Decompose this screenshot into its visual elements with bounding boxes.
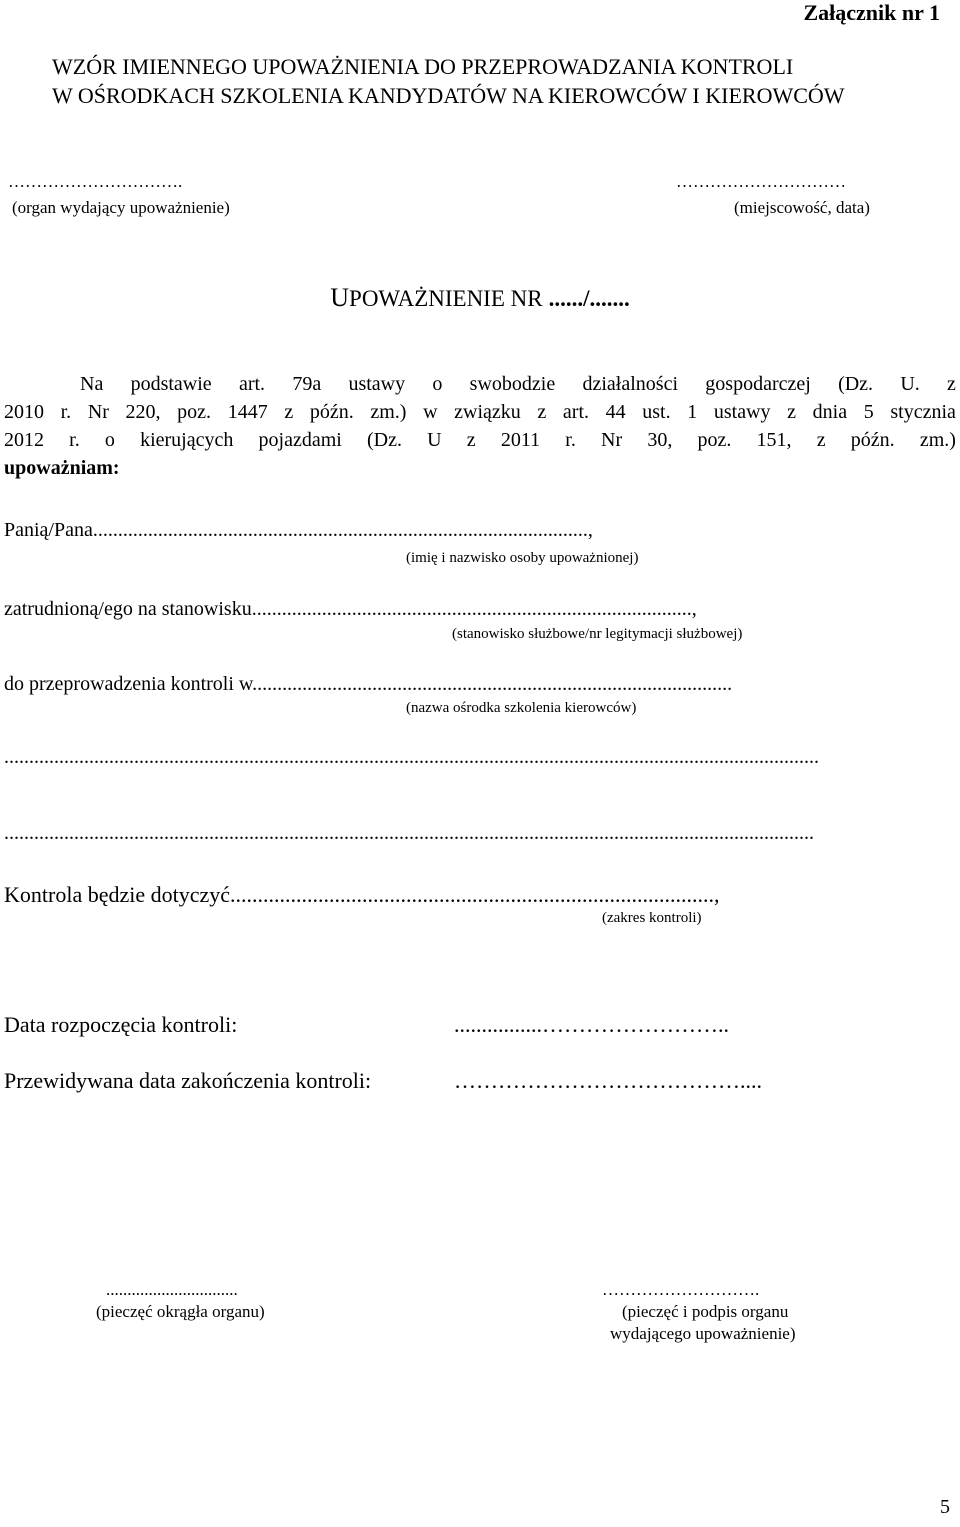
legal-basis-word: U. bbox=[900, 373, 920, 395]
legal-basis-paragraph bbox=[4, 370, 956, 482]
end-date-dots-main: ………………………………….. bbox=[454, 1068, 751, 1093]
legal-basis-word: o bbox=[432, 373, 443, 395]
legal-basis-word: o bbox=[104, 429, 115, 451]
legal-basis-word: r. bbox=[60, 401, 72, 423]
legal-basis-word: art. bbox=[562, 401, 590, 423]
legal-basis-word: zm.) bbox=[919, 429, 956, 451]
legal-basis-word: (Dz. bbox=[838, 373, 874, 395]
legal-basis-word: w bbox=[423, 401, 438, 423]
legal-basis-word: z bbox=[466, 429, 476, 451]
end-date-dots-tail: .. bbox=[751, 1068, 762, 1093]
legal-basis-word: 1 bbox=[687, 401, 698, 423]
legal-basis-word: związku bbox=[454, 401, 521, 423]
document-title-line2: W OŚRODKACH SZKOLENIA KANDYDATÓW NA KIEROWCÓW I KIEROWCÓW bbox=[52, 83, 845, 108]
continuation-line-2: .................................................................................................................................................................. bbox=[4, 822, 814, 844]
signature-caption-line1: (pieczęć i podpis organu bbox=[622, 1302, 789, 1321]
legal-basis-word: 2010 bbox=[4, 401, 44, 423]
legal-basis-word: 44 bbox=[605, 401, 626, 423]
round-seal-caption: (pieczęć okrągła organu) bbox=[96, 1302, 265, 1321]
legal-basis-word: 220, bbox=[125, 401, 161, 423]
person-label: Panią/Pana bbox=[4, 519, 93, 541]
legal-basis-word: późn. bbox=[309, 401, 354, 423]
training-center-dots: ................................................................................................ bbox=[252, 673, 733, 695]
end-date-dots bbox=[454, 1068, 762, 1094]
legal-basis-word: Nr bbox=[601, 429, 623, 451]
legal-basis-word: z bbox=[787, 401, 797, 423]
legal-basis-word: 5 bbox=[863, 401, 874, 423]
position-field bbox=[4, 598, 697, 621]
authorization-title: POWAŻNIENIE NR bbox=[349, 286, 543, 311]
page-number: 5 bbox=[940, 1496, 950, 1518]
position-caption: (stanowisko służbowe/nr legitymacji służbowej) bbox=[452, 626, 743, 642]
legal-basis-word: kierujących bbox=[140, 429, 234, 451]
scope-caption: (zakres kontroli) bbox=[602, 910, 702, 926]
continuation-line-1: ................................................................................................................................................................... bbox=[4, 746, 819, 768]
legal-basis-word: ustawy bbox=[348, 373, 406, 395]
legal-basis-word: ustawy bbox=[713, 401, 771, 423]
legal-basis-word: stycznia bbox=[890, 401, 956, 423]
issuing-organ-caption: (organ wydający upoważnienie) bbox=[12, 198, 230, 217]
legal-basis-line4: upoważniam: bbox=[4, 457, 120, 479]
signature-caption-line2: wydającego upoważnienie) bbox=[610, 1324, 796, 1343]
legal-basis-word: zm.) bbox=[370, 401, 407, 423]
legal-basis-word: ust. bbox=[642, 401, 671, 423]
legal-basis-word: 151, bbox=[756, 429, 792, 451]
start-date-dots: ................…………………….. bbox=[454, 1012, 729, 1037]
legal-basis-word: z bbox=[284, 401, 294, 423]
legal-basis-word: 79a bbox=[292, 373, 322, 395]
position-label: zatrudnioną/ego na stanowisku bbox=[4, 598, 252, 620]
place-date-field: ………………………… bbox=[676, 172, 846, 191]
legal-basis-word: gospodarczej bbox=[705, 373, 811, 395]
legal-basis-line1 bbox=[4, 370, 956, 398]
legal-basis-word: 2012 bbox=[4, 429, 44, 451]
legal-basis-word: Nr bbox=[87, 401, 109, 423]
scope-field bbox=[4, 882, 720, 908]
training-center-label: do przeprowadzenia kontroli w bbox=[4, 673, 253, 695]
legal-basis-word: późn. bbox=[850, 429, 895, 451]
place-date-caption: (miejscowość, data) bbox=[734, 198, 870, 217]
legal-basis-word: art. bbox=[238, 373, 266, 395]
legal-basis-word: działalności bbox=[582, 373, 679, 395]
authorization-first-letter: U bbox=[330, 283, 350, 312]
scope-dots: ........................................................................................, bbox=[230, 882, 720, 907]
legal-basis-word: 30, bbox=[647, 429, 673, 451]
annex-label: Załącznik nr 1 bbox=[803, 0, 940, 25]
legal-basis-line3 bbox=[4, 426, 956, 454]
legal-basis-word: poz. bbox=[177, 401, 212, 423]
legal-basis-word: U bbox=[427, 429, 442, 451]
legal-basis-word: z bbox=[816, 429, 826, 451]
person-dots: ..................................................................................................., bbox=[92, 519, 593, 541]
position-dots: ........................................................................................, bbox=[251, 598, 697, 620]
legal-basis-word: r. bbox=[565, 429, 576, 451]
signature-dots: ………………………. bbox=[602, 1280, 760, 1299]
legal-basis-word: z bbox=[537, 401, 547, 423]
legal-basis-word: podstawie bbox=[130, 373, 212, 395]
authorization-heading bbox=[0, 283, 960, 313]
legal-basis-line2 bbox=[4, 398, 956, 426]
legal-basis-word: (Dz. bbox=[367, 429, 402, 451]
legal-basis-word: poz. bbox=[697, 429, 732, 451]
training-center-caption: (nazwa ośrodka szkolenia kierowców) bbox=[406, 700, 637, 716]
person-caption: (imię i nazwisko osoby upoważnionej) bbox=[406, 550, 639, 566]
legal-basis-word: 1447 bbox=[227, 401, 268, 423]
training-center-field bbox=[4, 673, 732, 696]
legal-basis-word: r. bbox=[69, 429, 80, 451]
round-seal-dots: ............................... bbox=[106, 1280, 238, 1299]
legal-basis-word: Na bbox=[80, 373, 104, 395]
legal-basis-word: pojazdami bbox=[258, 429, 342, 451]
start-date-label: Data rozpoczęcia kontroli: bbox=[4, 1012, 238, 1037]
legal-basis-word: 2011 bbox=[500, 429, 541, 451]
person-field bbox=[4, 519, 593, 542]
document-title-line1: WZÓR IMIENNEGO UPOWAŻNIENIA DO PRZEPROWADZANIA KONTROLI bbox=[52, 54, 794, 79]
issuing-organ-field: …………………………. bbox=[8, 172, 183, 191]
legal-basis-word: swobodzie bbox=[469, 373, 556, 395]
end-date-label: Przewidywana data zakończenia kontroli: bbox=[4, 1068, 372, 1093]
legal-basis-word: dnia bbox=[812, 401, 848, 423]
authorization-number: ....../....... bbox=[548, 286, 630, 311]
scope-label: Kontrola będzie dotyczyć bbox=[4, 882, 231, 907]
legal-basis-word: z bbox=[947, 373, 956, 395]
